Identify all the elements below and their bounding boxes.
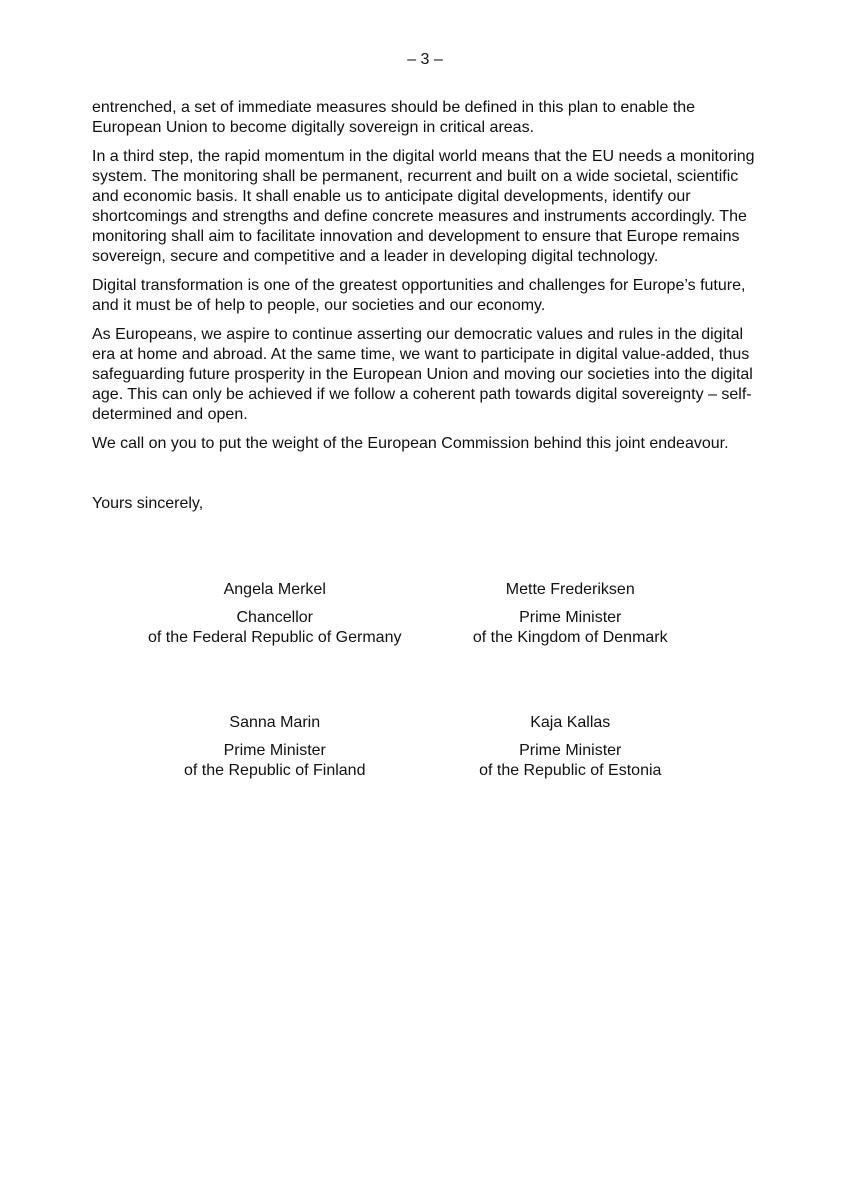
signatory-name: Angela Merkel [223, 581, 326, 598]
paragraph-5: We call on you to put the weight of the European Commission behind this joint endeavour. [92, 435, 729, 452]
signatory-title: Chancellor [236, 609, 313, 626]
signatory-name: Kaja Kallas [530, 714, 611, 731]
signatory-name: Mette Frederiksen [505, 581, 635, 598]
paragraph-3: Digital transformation is one of the greatest opportunities and challenges for Europe’s future, and it must be of help to people, our societies and our economy. [92, 277, 746, 314]
signatory-title: Prime Minister [223, 742, 326, 759]
letter-body [92, 98, 758, 454]
closing-salutation: Yours sincerely, [92, 495, 204, 512]
signatory-name: Sanna Marin [229, 714, 321, 731]
signatory-title: Prime Minister [519, 742, 622, 759]
page-number: – 3 – [407, 51, 443, 68]
signatory-org: of the Republic of Estonia [479, 762, 662, 779]
signatory-title: Prime Minister [519, 609, 622, 626]
paragraph-4: As Europeans, we aspire to continue asserting our democratic values and rules in the digital era at home and abroad. At the same time, we want to participate in digital value-added, thus safeguarding future prosperity in the European Union and moving our societies into the digital age. This can only be achieved if we follow a coherent path towards digital sovereignty – self-determined and open. [92, 326, 753, 423]
signature-block-merkel [127, 580, 423, 648]
signatory-org: of the Republic of Finland [184, 762, 366, 779]
signature-block-kallas [423, 713, 719, 781]
signature-block-marin [127, 713, 423, 781]
paragraph-1: entrenched, a set of immediate measures should be defined in this plan to enable the European Union to become digitally sovereign in critical areas. [92, 99, 696, 136]
signature-block-frederiksen [423, 580, 719, 648]
paragraph-2: In a third step, the rapid momentum in the digital world means that the EU needs a monitoring system. The monitoring shall be permanent, recurrent and built on a wide societal, scientific and economic basis. It shall enable us to anticipate digital developments, identify our shortcomings and strengths and define concrete measures and instruments accordingly. The monitoring shall aim to facilitate innovation and development to ensure that Europe remains sovereign, secure and competitive and a leader in developing digital technology. [92, 148, 755, 265]
signatory-org: of the Federal Republic of Germany [148, 629, 402, 646]
signatory-org: of the Kingdom of Denmark [472, 629, 668, 646]
signature-grid [127, 580, 718, 781]
